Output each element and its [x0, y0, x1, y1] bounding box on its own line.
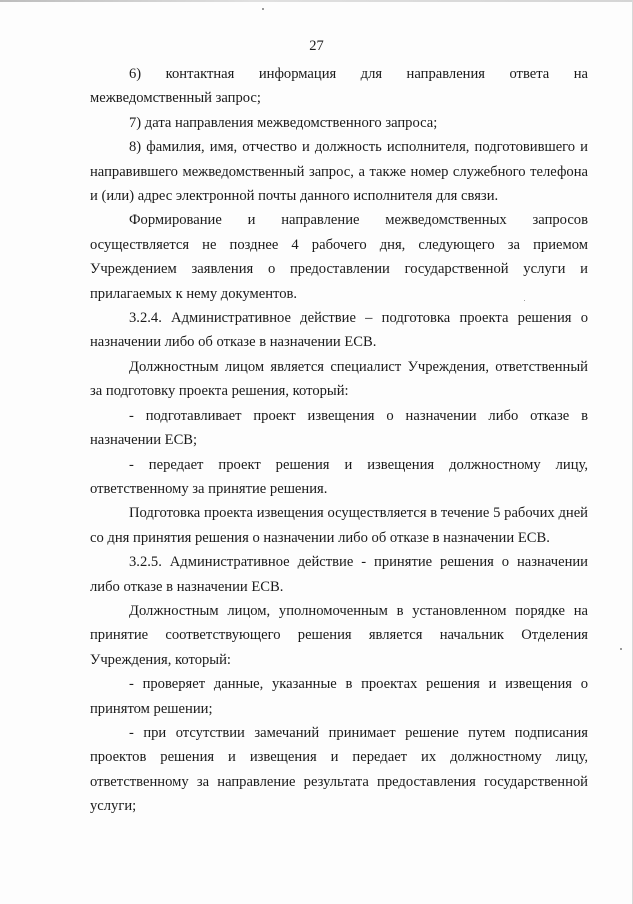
scan-edge: [0, 0, 633, 2]
page-number: 27: [309, 38, 324, 54]
paragraph-bullet-checks: - проверяет данные, указанные в проектах решения и извещения о принятом решении;: [90, 676, 588, 717]
scan-speck: [262, 8, 264, 10]
paragraph-section-3-2-5: 3.2.5. Административное действие - принятие решения о назначении либо отказе в назначении ЕСВ.: [90, 554, 588, 595]
paragraph-section-3-2-4: 3.2.4. Административное действие – подготовка проекта решения о назначении либо об отказе в назначении ЕСВ.: [90, 310, 588, 351]
paragraph-responsible-specialist: Должностным лицом является специалист Учреждения, ответственный за подготовку проекта решения, который:: [90, 358, 588, 400]
paragraph-authorized-official: Должностным лицом, уполномоченным в установленном порядке на принятие соответствующего решения является начальник Отделения Учреждения, который:: [90, 602, 588, 668]
paragraph-item-7: 7) дата направления межведомственного запроса;: [129, 114, 438, 131]
scan-speck: [620, 648, 622, 650]
paragraph-item-6: 6) контактная информация для направления ответа на межведомственный запрос;: [90, 66, 588, 107]
paragraph-item-8: 8) фамилия, имя, отчество и должность исполнителя, подготовившего и направившего межведомственный запрос, а также номер служебного телефона и (или) адрес электронной почты данного исполнителя для связи.: [90, 139, 588, 205]
paragraph-requests-timing: Формирование и направление межведомственных запросов осуществляется не позднее 4 рабочего дня, следующего за приемом Учреждением заявления о предоставлении государственной услуги и прилагаемых к нему документов.: [90, 212, 588, 302]
paragraph-bullet-signs: - при отсутствии замечаний принимает решение путем подписания проектов решения и извещения и передает их должностному лицу, ответственному за направление результата предоставления государственной услуги;: [90, 724, 588, 815]
scan-speck: [524, 300, 525, 301]
paragraph-bullet-prepares: - подготавливает проект извещения о назначении либо отказе в назначении ЕСВ;: [90, 407, 588, 449]
paragraph-notice-timing: Подготовка проекта извещения осуществляется в течение 5 рабочих дней со дня принятия решения о назначении либо об отказе в назначении ЕСВ.: [90, 505, 588, 546]
paragraph-bullet-transfers: - передает проект решения и извещения должностному лицу, ответственному за принятие решения.: [90, 456, 588, 497]
document-body: [90, 62, 588, 819]
